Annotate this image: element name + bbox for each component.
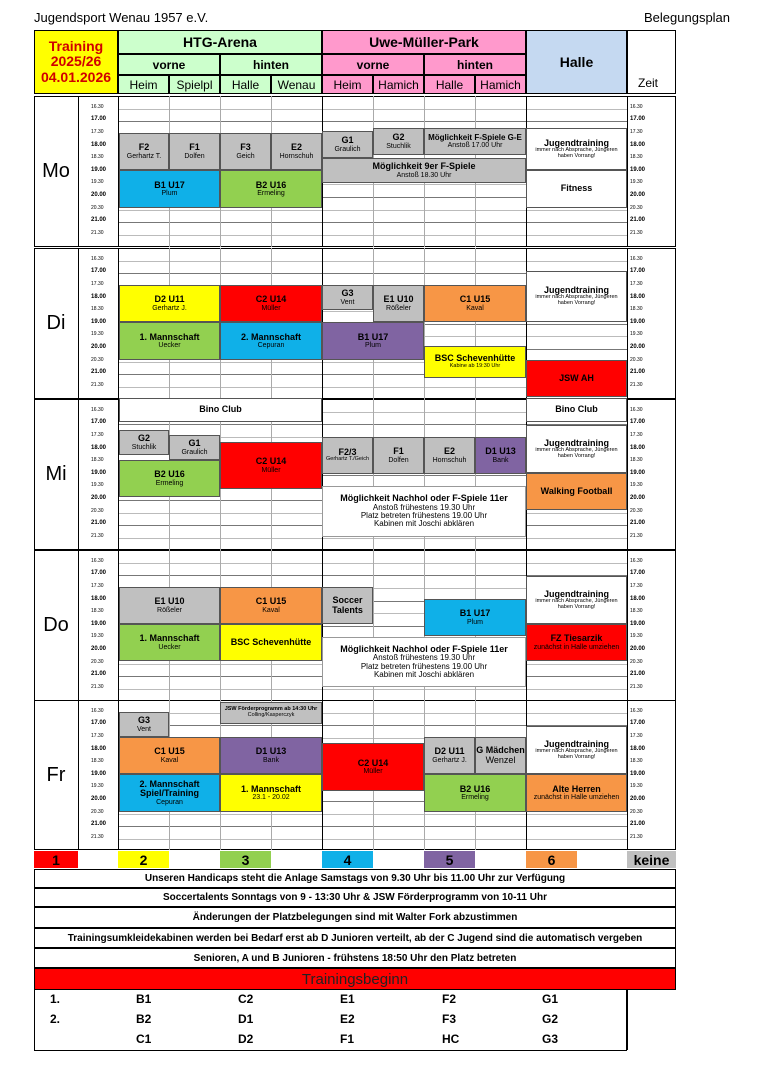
event-mo-f2: F2 Gerhartz T. xyxy=(119,133,169,170)
time-tick-right-mo-8: 20.30 xyxy=(630,204,643,211)
time-tick-left-mo-10: 21.30 xyxy=(91,229,104,236)
time-tick-right-fr-3: 18.00 xyxy=(630,745,646,752)
trainingsbeginn-cell-2-5: G3 xyxy=(542,1032,559,1046)
season-box xyxy=(34,30,118,94)
event-mo-b1-u17: B1 U17 Plum xyxy=(119,170,220,208)
event-mi-d1-u13: D1 U13 Bank xyxy=(475,437,526,474)
venue-htg-arena: HTG-Arena xyxy=(118,30,322,54)
season-line-1: Training xyxy=(48,37,104,54)
event-do-c1-u15: C1 U15 Kaval xyxy=(220,587,322,624)
grid-col-mi-9 xyxy=(627,399,628,550)
time-tick-left-fr-1: 17.00 xyxy=(91,720,107,727)
trainingsbeginn-table xyxy=(34,990,627,1051)
time-tick-left-fr-6: 19.30 xyxy=(91,783,104,790)
note-umkleidekabinen: Trainingsumkleidekabinen werden bei Bedarf erst ab D Junioren verteilt, ab der C Jugend sind die automatisch vergeben xyxy=(34,928,676,948)
time-tick-right-mo-4: 18.30 xyxy=(630,154,643,161)
time-tick-right-mo-7: 20.00 xyxy=(630,191,646,198)
season-date: 04.01.2026 xyxy=(40,68,112,85)
time-tick-left-di-5: 19.00 xyxy=(91,318,107,325)
time-tick-right-mo-9: 21.00 xyxy=(630,217,646,224)
time-tick-left-do-7: 20.00 xyxy=(91,645,107,652)
htg-vorne: vorne xyxy=(118,54,220,75)
trainingsbeginn-right-divider xyxy=(627,990,628,1050)
time-tick-right-mo-1: 17.00 xyxy=(630,116,646,123)
day-label-fr: Fr xyxy=(46,763,66,786)
trainingsbeginn-cell-2-1: C1 xyxy=(136,1032,152,1046)
time-tick-left-mo-4: 18.30 xyxy=(91,154,104,161)
note-soccertalents: Soccertalents Sonntags von 9 - 13:30 Uhr & JSW Förderprogramm von 10-11 Uhr xyxy=(34,888,676,907)
time-tick-right-do-5: 19.00 xyxy=(630,620,646,627)
legend-item-6: 6 xyxy=(526,851,577,868)
time-tick-right-di-0: 16.30 xyxy=(630,255,643,262)
col-hamich-1: Hamich xyxy=(373,75,424,94)
time-tick-right-do-0: 16.30 xyxy=(630,557,643,564)
event-mi-f1: F1 Dolfen xyxy=(373,437,424,474)
time-tick-left-di-7: 20.00 xyxy=(91,343,107,350)
event-do-soccer-talents: Soccer Talents xyxy=(322,587,373,624)
event-mo-g1: G1 Graulich xyxy=(322,131,373,158)
time-tick-left-mi-5: 19.00 xyxy=(91,469,107,476)
day-separator-mo xyxy=(78,96,79,247)
event-mo-b2-u16: B2 U16 Ermeling xyxy=(220,170,322,208)
grid-col-mo-9 xyxy=(627,96,628,247)
event-mi-g1: G1 Graulich xyxy=(169,435,220,460)
time-tick-left-fr-7: 20.00 xyxy=(91,795,107,802)
time-tick-right-mi-8: 20.30 xyxy=(630,507,643,514)
time-tick-left-do-9: 21.00 xyxy=(91,671,107,678)
time-tick-left-do-8: 20.30 xyxy=(91,658,104,665)
time-tick-right-fr-10: 21.30 xyxy=(630,833,643,840)
event-mo-f1: F1 Dolfen xyxy=(169,133,220,170)
time-tick-right-mi-3: 18.00 xyxy=(630,444,646,451)
time-tick-right-do-2: 17.30 xyxy=(630,582,643,589)
time-tick-right-mo-3: 18.00 xyxy=(630,141,646,148)
event-di-c1-u15: C1 U15 Kaval xyxy=(424,285,526,322)
event-mi-e2: E2 Hornschuh xyxy=(424,437,475,474)
legend-item-1: 1 xyxy=(34,851,78,868)
time-tick-left-mo-8: 20.30 xyxy=(91,204,104,211)
club-name: Jugendsport Wenau 1957 e.V. xyxy=(34,10,209,25)
event-fr-1-mannschaft: 1. Mannschaft 23.1 - 20.02 xyxy=(220,774,322,812)
col-heim-1: Heim xyxy=(118,75,169,94)
season-line-2: 2025/26 xyxy=(50,53,102,70)
event-mi-nachhol-11er: Möglichkeit Nachhol oder F-Spiele 11er Anstoß frühestens 19.30 Uhr Platz betreten frühestens 19.00 Uhr Kabinen mit Joschi abklären xyxy=(322,486,526,537)
time-tick-left-di-9: 21.00 xyxy=(91,369,107,376)
time-tick-right-di-5: 19.00 xyxy=(630,318,646,325)
time-tick-right-fr-5: 19.00 xyxy=(630,770,646,777)
time-tick-right-di-10: 21.30 xyxy=(630,381,643,388)
time-tick-right-mi-2: 17.30 xyxy=(630,431,643,438)
trainingsbeginn-cell-1-0: 2. xyxy=(50,1012,61,1026)
event-di-jsw-ah: JSW AH xyxy=(526,360,627,397)
time-tick-left-mi-4: 18.30 xyxy=(91,457,104,464)
htg-hinten: hinten xyxy=(220,54,322,75)
time-tick-left-mo-6: 19.30 xyxy=(91,179,104,186)
time-tick-right-fr-9: 21.00 xyxy=(630,821,646,828)
time-tick-right-mo-5: 19.00 xyxy=(630,166,646,173)
time-tick-left-di-0: 16.30 xyxy=(91,255,104,262)
time-tick-right-fr-4: 18.30 xyxy=(630,758,643,765)
time-tick-left-mi-9: 21.00 xyxy=(91,520,107,527)
trainingsbeginn-cell-2-2: D2 xyxy=(238,1032,254,1046)
time-tick-left-do-10: 21.30 xyxy=(91,683,104,690)
time-tick-right-mi-7: 20.00 xyxy=(630,494,646,501)
time-tick-left-di-10: 21.30 xyxy=(91,381,104,388)
uwe-vorne: vorne xyxy=(322,54,424,75)
time-tick-right-do-6: 19.30 xyxy=(630,633,643,640)
uwe-hinten: hinten xyxy=(424,54,526,75)
event-do-bsc-schevenhuette: BSC Schevenhütte xyxy=(220,624,322,661)
time-tick-right-mo-0: 16.30 xyxy=(630,103,643,110)
trainingsbeginn-cell-0-4: F2 xyxy=(442,992,457,1006)
time-tick-right-do-9: 21.00 xyxy=(630,671,646,678)
col-spielpl: Spielpl xyxy=(169,75,220,94)
time-tick-right-mi-1: 17.00 xyxy=(630,419,646,426)
time-tick-right-mi-5: 19.00 xyxy=(630,469,646,476)
grid-col-di-9 xyxy=(627,248,628,399)
trainingsbeginn-cell-0-0: 1. xyxy=(50,992,61,1006)
day-separator-fr xyxy=(78,700,79,850)
event-mo-f3: F3 Geich xyxy=(220,133,271,170)
time-tick-left-mo-2: 17.30 xyxy=(91,128,104,135)
event-fr-d1-u13: D1 U13 Bank xyxy=(220,737,322,774)
legend-item-5: 5 xyxy=(424,851,475,868)
legend-item-3: 3 xyxy=(220,851,271,868)
event-do-1-mannschaft: 1. Mannschaft Uecker xyxy=(119,624,220,661)
time-tick-right-mi-9: 21.00 xyxy=(630,520,646,527)
time-tick-left-fr-8: 20.30 xyxy=(91,808,104,815)
time-tick-left-fr-4: 18.30 xyxy=(91,758,104,765)
event-fr-jugendtraining: Jugendtraining immer nach Absprache, Jüngeren haben Vorrang! xyxy=(526,726,627,774)
trainingsbeginn-cell-2-4: HC xyxy=(442,1032,460,1046)
time-tick-right-do-3: 18.00 xyxy=(630,595,646,602)
event-mo-jugendtraining: Jugendtraining immer nach Absprache, Jüngeren haben Vorrang! xyxy=(526,128,627,170)
col-wenau: Wenau xyxy=(271,75,322,94)
time-tick-left-mo-0: 16.30 xyxy=(91,103,104,110)
legend-item-keine: keine xyxy=(627,851,676,868)
time-tick-right-di-4: 18.30 xyxy=(630,306,643,313)
time-tick-right-do-8: 20.30 xyxy=(630,658,643,665)
trainingsbeginn-cell-2-3: F1 xyxy=(340,1032,355,1046)
time-tick-left-fr-9: 21.00 xyxy=(91,821,107,828)
time-tick-right-do-7: 20.00 xyxy=(630,645,646,652)
event-fr-c1-u15: C1 U15 Kaval xyxy=(119,737,220,774)
time-tick-right-di-3: 18.00 xyxy=(630,293,646,300)
venue-halle: Halle xyxy=(526,30,627,94)
time-tick-left-mi-2: 17.30 xyxy=(91,431,104,438)
trainingsbeginn-cell-0-1: B1 xyxy=(136,992,152,1006)
time-tick-left-di-1: 17.00 xyxy=(91,268,107,275)
time-tick-right-di-6: 19.30 xyxy=(630,331,643,338)
time-tick-left-mo-7: 20.00 xyxy=(91,191,107,198)
event-do-jugendtraining: Jugendtraining immer nach Absprache, Jüngeren haben Vorrang! xyxy=(526,576,627,624)
trainingsbeginn-cell-1-5: G2 xyxy=(542,1012,559,1026)
time-tick-right-mi-6: 19.30 xyxy=(630,482,643,489)
day-label-mi: Mi xyxy=(45,463,67,485)
col-halle-2: Halle xyxy=(424,75,475,94)
document-title: Belegungsplan xyxy=(644,10,731,25)
note-handicaps: Unseren Handicaps steht die Anlage Samstags von 9.30 Uhr bis 11.00 Uhr zur Verfügung xyxy=(34,869,676,888)
trainingsbeginn-cell-1-1: B2 xyxy=(136,1012,152,1026)
time-tick-right-fr-0: 16.30 xyxy=(630,707,643,714)
time-tick-left-do-6: 19.30 xyxy=(91,633,104,640)
grid-col-do-9 xyxy=(627,550,628,701)
event-di-b1-u17: B1 U17 Plum xyxy=(322,322,424,360)
event-di-1-mannschaft: 1. Mannschaft Uecker xyxy=(119,322,220,360)
event-fr-2-mannschaft: 2. Mannschaft Spiel/Training Cepuran xyxy=(119,774,220,812)
event-di-g3: G3 Vent xyxy=(322,285,373,310)
event-do-fz-tiesarzik: FZ Tiesarzik zunächst in Halle umziehen xyxy=(526,624,627,661)
time-tick-right-mo-6: 19.30 xyxy=(630,179,643,186)
legend-item-4: 4 xyxy=(322,851,373,868)
time-tick-left-do-1: 17.00 xyxy=(91,570,107,577)
time-tick-right-di-8: 20.30 xyxy=(630,356,643,363)
time-tick-right-fr-2: 17.30 xyxy=(630,732,643,739)
col-halle-1: Halle xyxy=(220,75,271,94)
time-tick-left-mo-9: 21.00 xyxy=(91,217,107,224)
trainingsbeginn-title: Trainingsbeginn xyxy=(34,968,676,990)
trainingsbeginn-cell-1-3: E2 xyxy=(340,1012,355,1026)
time-tick-right-fr-6: 19.30 xyxy=(630,783,643,790)
time-tick-left-mi-10: 21.30 xyxy=(91,532,104,539)
trainingsbeginn-cell-1-2: D1 xyxy=(238,1012,254,1026)
time-tick-left-fr-0: 16.30 xyxy=(91,707,104,714)
event-mi-jugendtraining: Jugendtraining immer nach Absprache, Jüngeren haben Vorrang! xyxy=(526,425,627,473)
time-tick-right-di-9: 21.00 xyxy=(630,369,646,376)
col-hamich-2: Hamich xyxy=(475,75,526,94)
day-separator-mi xyxy=(78,399,79,550)
event-do-nachhol-11er: Möglichkeit Nachhol oder F-Spiele 11er Anstoß frühestens 19.30 Uhr Platz betreten frühestens 19.00 Uhr Kabinen mit Joschi abklären xyxy=(322,637,526,687)
event-mi-g2: G2 Stuchlik xyxy=(119,430,169,455)
time-tick-right-fr-7: 20.00 xyxy=(630,795,646,802)
time-tick-right-mi-0: 16.30 xyxy=(630,406,643,413)
time-tick-left-mo-1: 17.00 xyxy=(91,116,107,123)
time-tick-left-mi-6: 19.30 xyxy=(91,482,104,489)
event-di-bsc-schevenhuette: BSC Schevenhütte Kabine ab 19:30 Uhr xyxy=(424,346,526,378)
event-do-b1-u17: B1 U17 Plum xyxy=(424,599,526,636)
time-tick-left-fr-3: 18.00 xyxy=(91,745,107,752)
time-tick-left-di-8: 20.30 xyxy=(91,356,104,363)
event-mi-walking-football: Walking Football xyxy=(526,473,627,510)
time-tick-right-mo-10: 21.30 xyxy=(630,229,643,236)
time-tick-left-do-5: 19.00 xyxy=(91,620,107,627)
event-mo-fitness: Fitness xyxy=(526,170,627,208)
event-fr-alte-herren: Alte Herren zunächst in Halle umziehen xyxy=(526,774,627,812)
time-tick-left-di-3: 18.00 xyxy=(91,293,107,300)
trainingsbeginn-cell-1-4: F3 xyxy=(442,1012,457,1026)
event-mi-c2-u14: C2 U14 Müller xyxy=(220,442,322,489)
event-fr-d2-u11: D2 U11 Gerhartz J. xyxy=(424,737,475,774)
time-tick-left-mi-8: 20.30 xyxy=(91,507,104,514)
time-tick-right-do-10: 21.30 xyxy=(630,683,643,690)
time-tick-left-di-6: 19.30 xyxy=(91,331,104,338)
event-fr-g-maedchen: G Mädchen Wenzel xyxy=(475,737,526,774)
time-tick-left-do-3: 18.00 xyxy=(91,595,107,602)
legend-item-2: 2 xyxy=(118,851,169,868)
time-tick-left-do-2: 17.30 xyxy=(91,582,104,589)
event-fr-g3: G3 Vent xyxy=(119,712,169,737)
day-label-di: Di xyxy=(46,312,66,334)
event-di-e1-u10: E1 U10 Rößeler xyxy=(373,285,424,322)
time-tick-left-fr-10: 21.30 xyxy=(91,833,104,840)
time-tick-right-di-1: 17.00 xyxy=(630,268,646,275)
time-tick-left-mo-3: 18.00 xyxy=(91,141,107,148)
time-tick-right-fr-8: 20.30 xyxy=(630,808,643,815)
day-separator-di xyxy=(78,248,79,399)
event-di-2-mannschaft: 2. Mannschaft Cepuran xyxy=(220,322,322,360)
day-label-do: Do xyxy=(43,614,69,636)
event-mo-f-spiele-g-e: Möglichkeit F-Spiele G-E Anstoß 17.00 Uhr xyxy=(424,128,526,155)
event-mi-bino-club-htg: Bino Club xyxy=(119,398,322,422)
time-tick-left-mo-5: 19.00 xyxy=(91,166,107,173)
event-mi-bino-club-halle: Bino Club xyxy=(526,398,627,422)
trainingsbeginn-cell-0-2: C2 xyxy=(238,992,254,1006)
zeit-label: Zeit xyxy=(638,76,659,90)
time-tick-left-di-2: 17.30 xyxy=(91,280,104,287)
time-tick-left-mi-3: 18.00 xyxy=(91,444,107,451)
trainingsbeginn-cell-0-3: E1 xyxy=(340,992,355,1006)
time-tick-right-do-1: 17.00 xyxy=(630,570,646,577)
time-tick-left-do-4: 18.30 xyxy=(91,608,104,615)
time-tick-left-di-4: 18.30 xyxy=(91,306,104,313)
time-tick-left-mi-7: 20.00 xyxy=(91,494,107,501)
time-tick-left-mi-1: 17.00 xyxy=(91,419,107,426)
time-tick-right-mo-2: 17.30 xyxy=(630,128,643,135)
time-tick-left-do-0: 16.30 xyxy=(91,557,104,564)
event-mo-g2: G2 Stuchlik xyxy=(373,128,424,155)
time-tick-left-mi-0: 16.30 xyxy=(91,406,104,413)
time-tick-left-fr-5: 19.00 xyxy=(91,770,107,777)
zeit-header xyxy=(627,30,676,94)
venue-uwe-mueller-park: Uwe-Müller-Park xyxy=(322,30,526,54)
time-tick-right-fr-1: 17.00 xyxy=(630,720,646,727)
time-tick-right-mi-10: 21.30 xyxy=(630,532,643,539)
event-mi-b2-u16: B2 U16 Ermeling xyxy=(119,460,220,497)
trainingsbeginn-cell-0-5: G1 xyxy=(542,992,559,1006)
time-tick-right-do-4: 18.30 xyxy=(630,608,643,615)
event-mo-e2: E2 Hornschuh xyxy=(271,133,322,170)
note-senioren: Senioren, A und B Junioren - frühstens 18:50 Uhr den Platz betreten xyxy=(34,948,676,968)
event-mi-f2-3: F2/3 Gerhartz T./Geich xyxy=(322,437,373,474)
event-fr-b2-u16: B2 U16 Ermeling xyxy=(424,774,526,812)
day-separator-do xyxy=(78,550,79,701)
time-tick-right-di-7: 20.00 xyxy=(630,343,646,350)
grid-col-fr-9 xyxy=(627,700,628,850)
col-heim-2: Heim xyxy=(322,75,373,94)
event-di-d2-u11: D2 U11 Gerhartz J. xyxy=(119,285,220,322)
event-fr-c2-u14: C2 U14 Müller xyxy=(322,743,424,791)
time-tick-left-fr-2: 17.30 xyxy=(91,732,104,739)
event-mo-9er-f-spiele: Möglichkeit 9er F-Spiele Anstoß 18.30 Uhr xyxy=(322,158,526,183)
note-platzbelegungen: Änderungen der Platzbelegungen sind mit Walter Fork abzustimmen xyxy=(34,907,676,928)
event-di-c2-u14: C2 U14 Müller xyxy=(220,285,322,322)
time-tick-right-di-2: 17.30 xyxy=(630,280,643,287)
time-tick-right-mi-4: 18.30 xyxy=(630,457,643,464)
event-do-e1-u10: E1 U10 Rößeler xyxy=(119,587,220,624)
day-label-mo: Mo xyxy=(42,160,70,182)
event-fr-jsw-foerderprogramm: JSW Förderprogramm ab 14:30 Uhr Colling/Kasperczyk xyxy=(220,702,322,724)
event-di-jugendtraining: Jugendtraining immer nach Absprache, Jüngeren haben Vorrang! xyxy=(526,271,627,322)
